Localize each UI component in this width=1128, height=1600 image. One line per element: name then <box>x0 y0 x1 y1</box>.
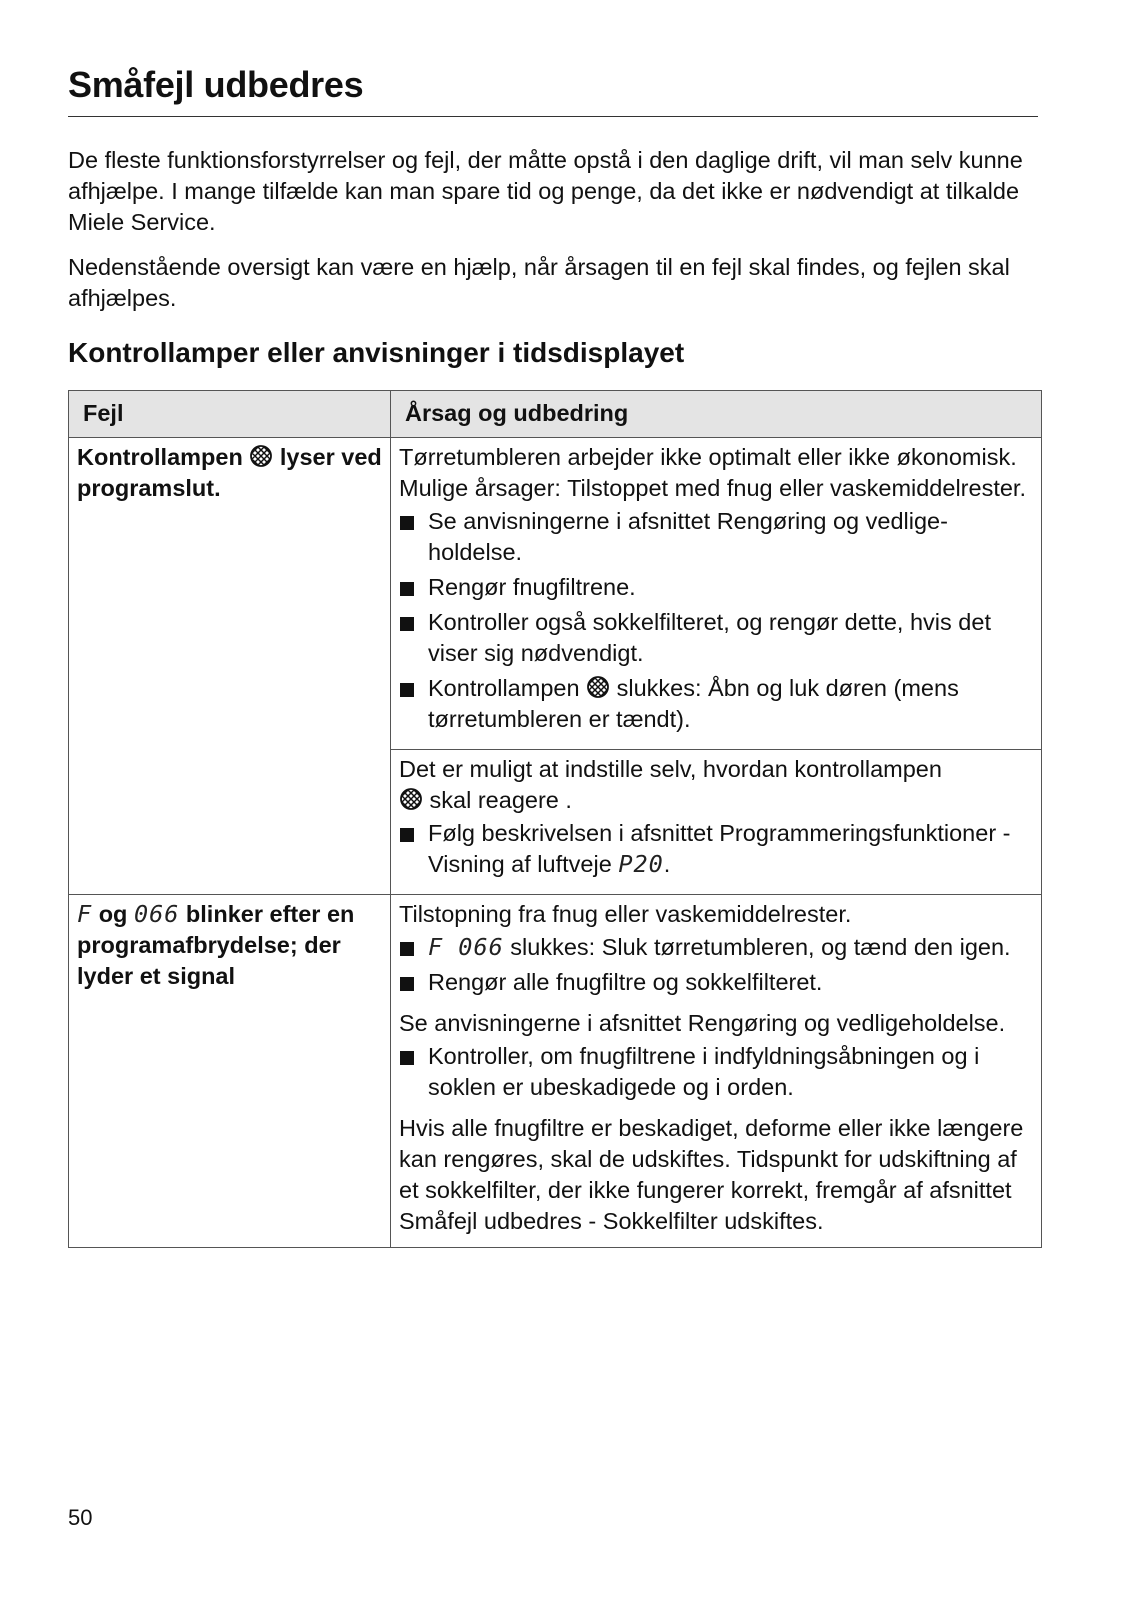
cause-text: Se anvisningerne i afsnittet Rengøring og vedligeholdelse. <box>399 1010 1006 1036</box>
intro-paragraph: De fleste funktionsforstyrrelser og fejl, der måtte opstå i den daglige drift, vil man selv kunne afhjælpe. I mange tilfælde kan man spare tid og penge, da det ikke er nødvendigt at tilkalde Miele Service. <box>68 147 1023 235</box>
intro <box>68 145 1038 328</box>
header-cause: Årsag og udbedring <box>391 391 1042 438</box>
list-item: Rengør fnugfiltrene. <box>399 572 1029 603</box>
table-row <box>69 895 1042 1248</box>
page-title: Småfejl udbedres <box>68 64 1038 117</box>
steps-list <box>399 818 1029 880</box>
display-code: F <box>77 900 93 928</box>
display-code: 066 <box>133 900 180 928</box>
fault-cell <box>69 438 391 895</box>
list-item: Rengør alle fnugfiltre og sokkelfilteret. <box>399 967 1029 998</box>
step-text: . <box>663 851 671 877</box>
page-number: 50 <box>68 1505 93 1530</box>
cause-text-part: Det er muligt at indstille selv, hvordan kontrollampen <box>399 756 942 782</box>
list-item: Kontroller, om fnugfiltrene i indfyldningsåbningen og i soklen er ubeskadigede og i orden. <box>399 1041 1029 1103</box>
fault-cell <box>69 895 391 1248</box>
intro-paragraph: Nedenstående oversigt kan være en hjælp, når årsagen til en fejl skal findes, og fejlen skal afhjælpes. <box>68 254 1010 311</box>
cause-cell <box>391 750 1042 895</box>
header-fault: Fejl <box>69 391 391 438</box>
cause-cell <box>391 895 1042 1248</box>
display-code: F 066 <box>428 933 504 961</box>
filter-lamp-icon <box>399 787 423 811</box>
steps-list <box>399 1041 1029 1103</box>
step-text: slukkes: Åbn og luk døren (mens tørretumbleren er tændt). <box>428 675 959 732</box>
table-row <box>69 438 1042 750</box>
section-title: Kontrollamper eller anvisninger i tidsdisplayet <box>68 337 685 368</box>
cause-text <box>399 754 1029 816</box>
fault-text: Kontrollampen <box>77 444 243 470</box>
steps-list <box>399 932 1029 998</box>
list-item <box>399 818 1029 880</box>
list-item: Se anvisningerne i afsnittet Rengøring og vedligeholdelse. <box>399 506 1029 568</box>
step-text: Følg beskrivelsen i afsnittet Programmeringsfunktioner - Visning af luftveje <box>428 820 1011 877</box>
fault-table <box>68 390 1042 1248</box>
filter-lamp-icon <box>586 675 610 699</box>
list-item <box>399 673 1029 735</box>
steps-list <box>399 506 1029 735</box>
fault-text: blinker efter en programafbrydelse; der lyder et signal <box>77 901 355 989</box>
cause-text: Tørretumbleren arbejder ikke optimalt eller ikke økonomisk. Mulige årsager: Tilstoppet med fnug eller vaskemiddelrester. <box>399 444 1026 501</box>
fault-text: og <box>98 901 128 927</box>
list-item: Kontroller også sokkelfilteret, og rengør dette, hvis det viser sig nødvendigt. <box>399 607 1029 669</box>
list-item <box>399 932 1029 963</box>
step-text: slukkes: Sluk tørretumbleren, og tænd den igen. <box>510 934 1011 960</box>
cause-text: Hvis alle fnugfiltre er beskadiget, deforme eller ikke længere kan rengøres, skal de udskiftes. Tidspunkt for udskiftning af et sokkelfilter, der ikke fungerer korrekt, fremgår af afsnittet Småfejl udbedres - Sokkelfilter udskiftes. <box>399 1115 1024 1234</box>
step-text: Kontrollampen <box>428 675 580 701</box>
cause-cell <box>391 438 1042 750</box>
cause-text-part: skal reagere . <box>429 787 572 813</box>
table-header-row <box>69 391 1042 438</box>
filter-lamp-icon <box>249 444 273 468</box>
display-code: P20 <box>618 850 664 878</box>
cause-text: Tilstopning fra fnug eller vaskemiddelrester. <box>399 901 852 927</box>
fault-text: lyser ved programslut. <box>77 444 382 501</box>
